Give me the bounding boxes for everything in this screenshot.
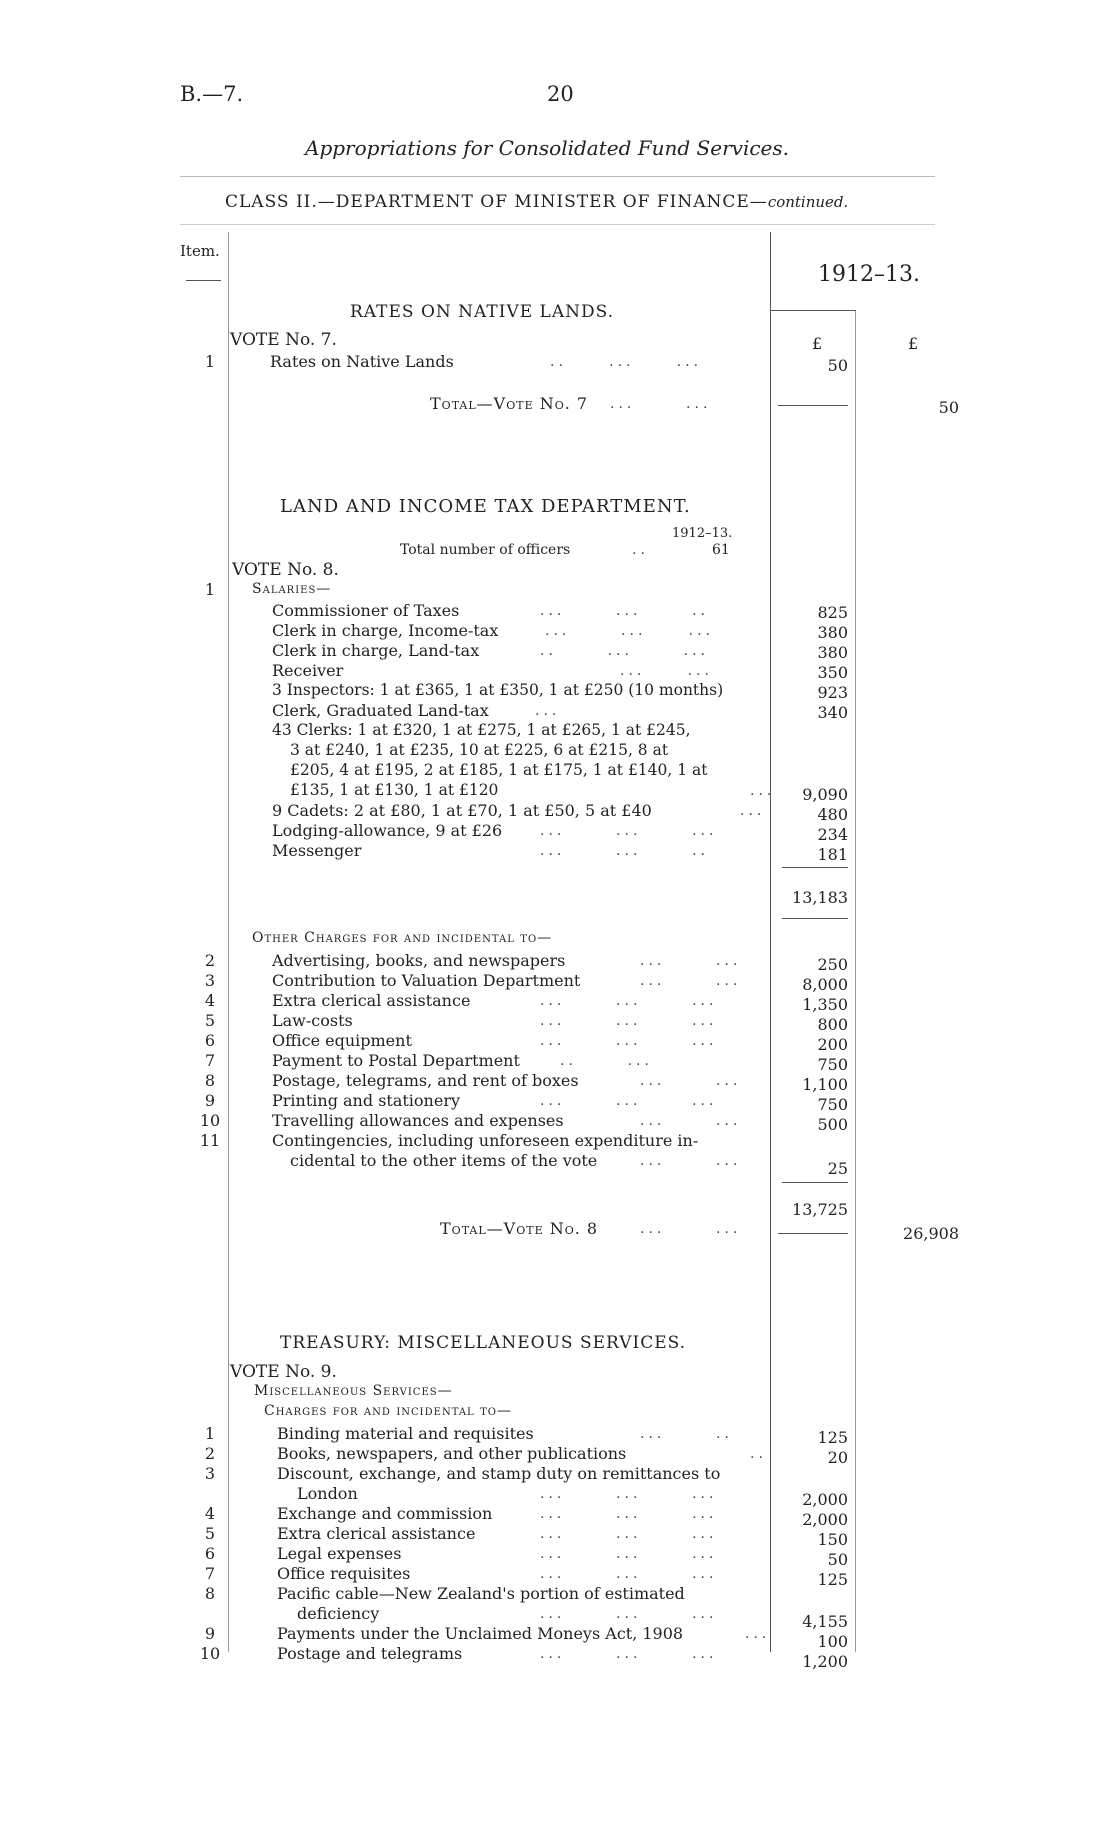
leader-dots: ... ... ...: [540, 1486, 718, 1502]
leader-dots: ... ... ...: [540, 1526, 718, 1542]
treasury-item-no: 5: [204, 1524, 216, 1543]
salary-amount: 234: [817, 825, 848, 844]
contingencies-line: Contingencies, including unforeseen expenditure in-: [272, 1131, 699, 1150]
treasury-item-amount: 50: [827, 1550, 848, 1569]
leader-dots: ... ...: [640, 953, 742, 969]
page-title: Appropriations for Consolidated Fund Services.: [305, 136, 790, 160]
salaries-subtotal-rule-bottom: [782, 918, 848, 919]
other-charges-label: Other Charges for and incidental to—: [252, 930, 553, 946]
leader-dots: ... ... ...: [540, 1606, 718, 1622]
document-code: B.—7.: [180, 82, 244, 106]
leader-dots: ... ...: [640, 973, 742, 989]
rates-item-label: Rates on Native Lands: [270, 352, 454, 371]
amount-column-rule-mid: [855, 310, 856, 1652]
salaries-item-no: 1: [204, 580, 216, 599]
section-title-treasury: TREASURY: MISCELLANEOUS SERVICES.: [280, 1333, 687, 1353]
contingencies-amount: 25: [827, 1159, 848, 1178]
treasury-item-label: London: [297, 1484, 358, 1503]
other-item-label: Contribution to Valuation Department: [272, 971, 581, 990]
leader-dots: ... ...: [640, 1113, 742, 1129]
treasury-item-label: Books, newspapers, and other publications: [277, 1444, 627, 1463]
leader-dots: .. ...: [560, 1053, 653, 1069]
clerks-line: 43 Clerks: 1 at £320, 1 at £275, 1 at £265, 1 at £245,: [272, 721, 691, 739]
leader-dots: ... ...: [640, 1073, 742, 1089]
treasury-item-no: 2: [204, 1444, 216, 1463]
salary-amount: 923: [817, 683, 848, 702]
section-title-tax: LAND AND INCOME TAX DEPARTMENT.: [280, 496, 691, 517]
leader-dots: .. ... ...: [540, 643, 710, 659]
page-number: 20: [547, 82, 574, 106]
treasury-item-label: Extra clerical assistance: [277, 1524, 476, 1543]
treasury-item-label: Exchange and commission: [277, 1504, 493, 1523]
class-heading: [225, 192, 848, 212]
currency-left: £: [812, 334, 823, 353]
leader-dots: ... ...: [640, 1153, 742, 1169]
other-item-no: 5: [204, 1011, 216, 1030]
contingencies-item-no: 11: [199, 1131, 221, 1150]
leader-dots: ... ... ...: [540, 1646, 718, 1662]
other-item-no: 3: [204, 971, 216, 990]
other-item-label: Printing and stationery: [272, 1091, 461, 1110]
salaries-label: Salaries—: [252, 581, 332, 597]
leader-dots: ..: [750, 1446, 767, 1462]
other-item-label: Payment to Postal Department: [272, 1051, 520, 1070]
section-title-rates: RATES ON NATIVE LANDS.: [350, 302, 615, 322]
clerks-line: £205, 4 at £195, 2 at £185, 1 at £175, 1 at £140, 1 at: [290, 761, 708, 779]
salaries-subtotal: 13,183: [792, 888, 848, 907]
charges-label: Charges for and incidental to—: [264, 1403, 513, 1419]
treasury-item-no: 9: [204, 1624, 216, 1643]
leader-dots: ... ... ...: [545, 623, 715, 639]
salaries-subtotal-rule: [782, 867, 848, 868]
treasury-item-amount: 125: [817, 1428, 848, 1447]
leader-dots: ... ...: [620, 663, 713, 679]
leader-dots: ..: [632, 542, 649, 558]
vote-8-label: VOTE No. 8.: [232, 560, 339, 580]
other-item-label: Advertising, books, and newspapers: [272, 951, 566, 970]
other-item-no: 8: [204, 1071, 216, 1090]
treasury-item-amount: 1,200: [802, 1652, 848, 1671]
salary-amount: 340: [817, 703, 848, 722]
salary-amount: 350: [817, 663, 848, 682]
treasury-item-label: Pacific cable—New Zealand's portion of estimated: [277, 1584, 685, 1603]
leader-dots: ... ... ...: [540, 1546, 718, 1562]
other-item-no: 6: [204, 1031, 216, 1050]
leader-dots: ... ...: [640, 1221, 742, 1237]
class-rule: [180, 224, 935, 225]
treasury-item-label: Office requisites: [277, 1564, 411, 1583]
clerks-amount: 9,090: [802, 785, 848, 804]
leader-dots: ... ... ...: [540, 1566, 718, 1582]
treasury-item-no: 1: [204, 1424, 216, 1443]
other-item-label: Travelling allowances and expenses: [272, 1111, 564, 1130]
other-item-no: 10: [199, 1111, 221, 1130]
clerks-line: £135, 1 at £130, 1 at £120: [290, 781, 499, 799]
item-column-header: Item.: [180, 242, 220, 260]
item-header-rule: [186, 280, 221, 281]
treasury-item-label: Postage and telegrams: [277, 1644, 463, 1663]
salary-label: Messenger: [272, 841, 362, 860]
other-item-amount: 750: [817, 1055, 848, 1074]
salary-label: Clerk, Graduated Land-tax: [272, 701, 489, 720]
vote-7-label: VOTE No. 7.: [230, 330, 337, 350]
vote-9-label: VOTE No. 9.: [230, 1362, 337, 1382]
class-heading-text: CLASS II.—DEPARTMENT OF MINISTER OF FINANCE—: [225, 192, 768, 212]
leader-dots: ... ... ...: [540, 823, 718, 839]
officers-label: Total number of officers: [400, 542, 571, 558]
other-item-label: Extra clerical assistance: [272, 991, 471, 1010]
salary-amount: 181: [817, 845, 848, 864]
salary-label: Receiver: [272, 661, 344, 680]
other-item-no: 2: [204, 951, 216, 970]
treasury-item-amount: 100: [817, 1632, 848, 1651]
vote-7-total: 50: [938, 398, 959, 417]
salary-amount: 380: [817, 623, 848, 642]
officers-year: 1912–13.: [672, 526, 733, 541]
treasury-item-amount: 125: [817, 1570, 848, 1589]
other-item-amount: 250: [817, 955, 848, 974]
leader-dots: ... ... ..: [540, 843, 710, 859]
item-column-rule: [228, 232, 229, 1652]
treasury-item-label: Legal expenses: [277, 1544, 402, 1563]
rates-item-amount: 50: [827, 356, 848, 375]
other-item-no: 9: [204, 1091, 216, 1110]
leader-dots: ...: [750, 783, 776, 799]
treasury-item-label: Binding material and requisites: [277, 1424, 534, 1443]
treasury-item-amount: 2,000: [802, 1490, 848, 1509]
currency-right: £: [908, 334, 919, 353]
leader-dots: .. ... ...: [550, 354, 703, 370]
leader-dots: ... ... ...: [540, 1013, 718, 1029]
treasury-item-no: 7: [204, 1564, 216, 1583]
contingencies-line: cidental to the other items of the vote: [290, 1151, 598, 1170]
other-item-no: 7: [204, 1051, 216, 1070]
other-subtotal: 13,725: [792, 1200, 848, 1219]
other-subtotal-rule: [782, 1182, 848, 1183]
year-column-header: 1912–13.: [818, 262, 920, 287]
officers-count: 61: [712, 542, 730, 558]
salary-label: 9 Cadets: 2 at £80, 1 at £70, 1 at £50, 5 at £40: [272, 801, 652, 820]
salary-label: Clerk in charge, Income-tax: [272, 621, 499, 640]
other-item-amount: 1,350: [802, 995, 848, 1014]
vote-8-total-rule: [778, 1233, 848, 1234]
amount-column-rule-left: [770, 232, 771, 1652]
title-rule: [180, 176, 935, 177]
salary-label: Lodging-allowance, 9 at £26: [272, 821, 503, 840]
treasury-item-amount: 4,155: [802, 1612, 848, 1631]
treasury-item-amount: 2,000: [802, 1510, 848, 1529]
treasury-item-no: 10: [199, 1644, 221, 1663]
other-item-amount: 750: [817, 1095, 848, 1114]
treasury-item-amount: 20: [827, 1448, 848, 1467]
salary-label: Commissioner of Taxes: [272, 601, 460, 620]
leader-dots: ... ..: [640, 1426, 733, 1442]
other-item-no: 4: [204, 991, 216, 1010]
other-item-amount: 200: [817, 1035, 848, 1054]
year-rule: [770, 310, 856, 311]
other-item-amount: 800: [817, 1015, 848, 1034]
other-item-amount: 8,000: [802, 975, 848, 994]
leader-dots: ... ...: [610, 396, 712, 412]
vote-8-total: 26,908: [903, 1224, 959, 1243]
salary-label: Clerk in charge, Land-tax: [272, 641, 480, 660]
other-item-label: Postage, telegrams, and rent of boxes: [272, 1071, 579, 1090]
leader-dots: ... ... ..: [540, 603, 710, 619]
salary-amount: 380: [817, 643, 848, 662]
other-item-amount: 1,100: [802, 1075, 848, 1094]
treasury-item-no: 4: [204, 1504, 216, 1523]
other-item-label: Office equipment: [272, 1031, 412, 1050]
vote-7-total-label: Total—Vote No. 7: [430, 394, 589, 413]
rates-item-no: 1: [204, 352, 216, 371]
vote-7-total-rule: [778, 405, 848, 406]
salary-amount: 825: [817, 603, 848, 622]
salary-amount: 480: [817, 805, 848, 824]
salary-label: 3 Inspectors: 1 at £365, 1 at £350, 1 at £250 (10 months): [272, 681, 724, 699]
class-heading-continued: continued.: [767, 193, 849, 211]
leader-dots: ...: [535, 703, 561, 719]
leader-dots: ... ... ...: [540, 1093, 718, 1109]
leader-dots: ... ... ...: [540, 1033, 718, 1049]
treasury-item-label: Discount, exchange, and stamp duty on remittances to: [277, 1464, 721, 1483]
misc-services-label: Miscellaneous Services—: [254, 1383, 453, 1399]
treasury-item-no: 8: [204, 1584, 216, 1603]
leader-dots: ...: [745, 1626, 771, 1642]
leader-dots: ... ... ...: [540, 993, 718, 1009]
treasury-item-no: 3: [204, 1464, 216, 1483]
vote-8-total-label: Total—Vote No. 8: [440, 1219, 599, 1238]
leader-dots: ... ... ...: [540, 1506, 718, 1522]
clerks-line: 3 at £240, 1 at £235, 10 at £225, 6 at £215, 8 at: [290, 741, 669, 759]
treasury-item-amount: 150: [817, 1530, 848, 1549]
other-item-amount: 500: [817, 1115, 848, 1134]
other-item-label: Law-costs: [272, 1011, 353, 1030]
treasury-item-label: Payments under the Unclaimed Moneys Act, 1908: [277, 1624, 684, 1643]
treasury-item-no: 6: [204, 1544, 216, 1563]
leader-dots: ...: [740, 803, 766, 819]
treasury-item-label: deficiency: [297, 1604, 380, 1623]
